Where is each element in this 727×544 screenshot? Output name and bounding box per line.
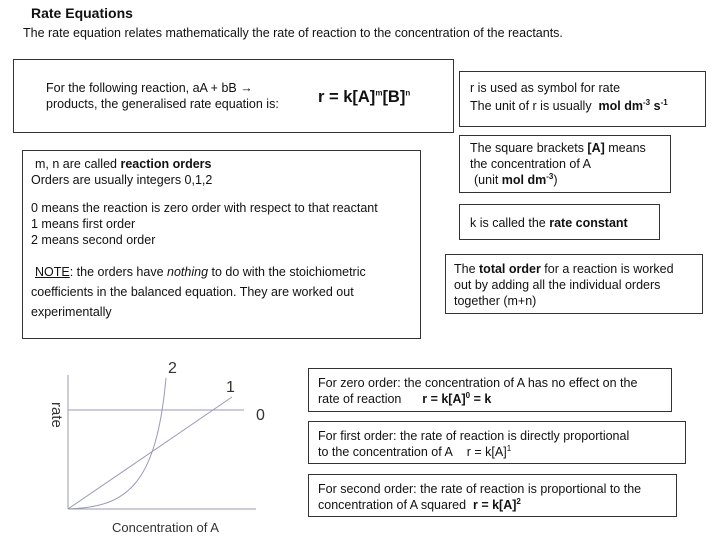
brackets-suffix: means <box>604 141 646 155</box>
total-line-3: together (m+n) <box>454 294 537 308</box>
brackets-prefix: The square brackets <box>470 141 588 155</box>
rate-equation <box>318 88 410 107</box>
label-second-order: 2 <box>168 360 177 377</box>
orders-line-1 <box>31 156 420 172</box>
brackets-line-1 <box>470 140 670 156</box>
zero-eq: r = k[A] <box>422 392 466 406</box>
rate-symbol-line: r is used as symbol for rate <box>470 81 621 95</box>
brackets-unit-prefix: (unit <box>474 173 502 187</box>
orders-line-2: Orders are usually integers 0,1,2 <box>31 173 213 187</box>
second-text: concentration of A squared <box>318 498 467 512</box>
total-order-box <box>445 254 703 314</box>
first-order-box <box>308 421 686 464</box>
eq-m: m <box>375 88 383 98</box>
eq-n: n <box>405 88 411 98</box>
total-line-2: out by adding all the individual orders <box>454 278 661 292</box>
orders-prefix: m, n are called <box>35 157 121 171</box>
first-text: to the concentration of A <box>318 445 453 459</box>
eq-prefix: r = k[A] <box>318 88 376 106</box>
brackets-bold: [A] <box>587 141 605 155</box>
rate-constant-box <box>459 204 660 240</box>
label-first-order: 1 <box>226 379 235 396</box>
orders-line-4: 1 means first order <box>31 217 136 231</box>
zero-eq-end: = k <box>470 392 492 406</box>
zero-line-2 <box>318 391 671 407</box>
second-order-box <box>308 474 677 517</box>
note-italic: nothing <box>167 265 209 279</box>
page-title: Rate Equations <box>31 5 133 21</box>
brackets-unit-sup: -3 <box>546 171 554 181</box>
rate-unit-line <box>470 98 705 114</box>
orders-bold: reaction orders <box>120 157 212 171</box>
zero-line-1: For zero order: the concentration of A has no effect on the <box>318 376 638 390</box>
reaction-text <box>46 80 279 112</box>
note-label: NOTE <box>35 265 70 279</box>
second-line-2 <box>318 497 676 513</box>
total-prefix: The <box>454 262 480 276</box>
brackets-box <box>459 135 671 193</box>
reaction-line-1: For the following reaction, aA + bB → <box>46 81 253 95</box>
note-b: to do with the stoichiometric <box>208 265 366 279</box>
orders-note-line-3: experimentally <box>31 305 112 319</box>
y-axis-label: rate <box>48 402 65 428</box>
second-eq: r = k[A] <box>472 498 517 512</box>
x-axis-label: Concentration of A <box>112 520 219 535</box>
label-zero-order: 0 <box>256 407 265 424</box>
rate-constant-prefix: k is called the <box>470 216 550 230</box>
reaction-line-2: products, the generalised rate equation is: <box>46 97 279 111</box>
rate-unit-sup2: -1 <box>660 97 668 107</box>
total-line-1 <box>454 261 702 277</box>
total-bold: total order <box>479 262 541 276</box>
orders-line-3: 0 means the reaction is zero order with respect to that reactant <box>31 201 378 215</box>
rate-constant-bold: rate constant <box>549 216 628 230</box>
rate-symbol-box <box>459 71 706 127</box>
zero-text: rate of reaction <box>318 392 402 406</box>
orders-line-5: 2 means second order <box>31 233 156 247</box>
rate-unit-b: s <box>650 99 661 113</box>
brackets-unit-suffix: ) <box>553 173 558 187</box>
rate-unit-a: mol dm <box>598 99 643 113</box>
note-a: : the orders have <box>69 265 168 279</box>
first-line-2 <box>318 444 685 460</box>
zero-eq-sup: 0 <box>465 390 471 400</box>
total-suffix: for a reaction is worked <box>540 262 674 276</box>
orders-note-line-1 <box>31 262 420 282</box>
intro-text: The rate equation relates mathematically the rate of reaction to the concentration of the reactants. <box>23 26 563 40</box>
first-order-line <box>68 397 232 509</box>
second-eq-sup: 2 <box>516 496 521 506</box>
rate-concentration-graph <box>0 345 300 544</box>
rate-unit-sup1: -3 <box>643 97 651 107</box>
brackets-line-3 <box>470 172 670 188</box>
second-line-1: For second order: the rate of reaction is proportional to the <box>318 482 642 496</box>
eq-mid: [B] <box>382 88 406 106</box>
reaction-orders-box <box>22 150 421 339</box>
first-eq-sup: 1 <box>506 443 512 453</box>
brackets-unit: mol dm <box>501 173 547 187</box>
first-line-1: For first order: the rate of reaction is directly proportional <box>318 429 630 443</box>
rate-unit-prefix: The unit of r is usually <box>470 99 592 113</box>
reaction-box <box>13 59 454 133</box>
second-order-curve <box>68 378 166 509</box>
brackets-line-2: the concentration of A <box>470 157 591 171</box>
first-eq: r = k[A] <box>466 445 507 459</box>
orders-note-line-2: coefficients in the balanced equation. They are worked out <box>31 285 354 299</box>
zero-order-box <box>308 368 672 412</box>
